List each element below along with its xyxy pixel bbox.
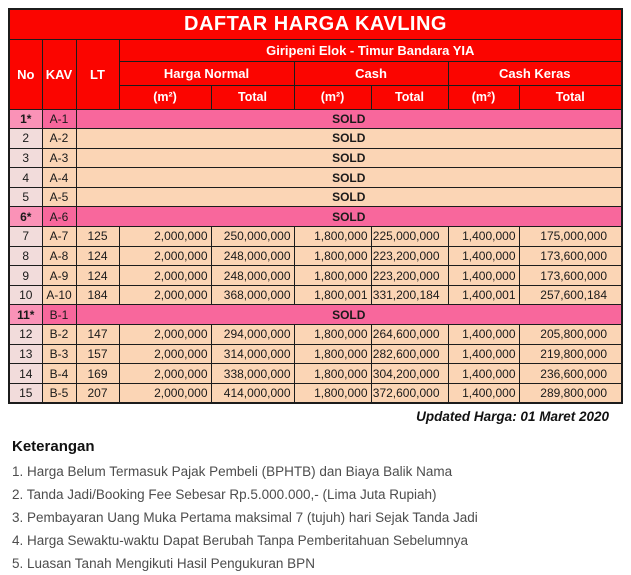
cell-no: 8: [9, 246, 42, 266]
cell-cash-total: 282,600,000: [371, 344, 448, 364]
note-item: 2. Tanda Jadi/Booking Fee Sebesar Rp.5.000.000,- (Lima Juta Rupiah): [12, 486, 437, 502]
cell-cash-keras-m2: 1,400,000: [448, 227, 519, 247]
cell-kav: A-4: [42, 168, 76, 188]
cell-sold-status: SOLD: [76, 129, 622, 149]
cell-cash-keras-m2: 1,400,000: [448, 364, 519, 384]
cell-cash-keras-m2: 1,400,000: [448, 325, 519, 345]
cell-harga-normal-m2: 2,000,000: [119, 325, 211, 345]
price-table: [8, 8, 623, 404]
cell-no: 13: [9, 344, 42, 364]
cell-cash-keras-m2: 1,400,000: [448, 344, 519, 364]
cell-sold-status: SOLD: [76, 207, 622, 227]
table-row: [9, 109, 622, 129]
cell-harga-normal-total: 314,000,000: [211, 344, 294, 364]
cell-lt: 207: [76, 383, 119, 403]
cell-no: 6*: [9, 207, 42, 227]
column-group-cash-keras: Cash Keras: [448, 61, 622, 85]
cell-cash-m2: 1,800,000: [294, 227, 371, 247]
column-header-cash-total: Total: [371, 85, 448, 109]
cell-cash-keras-total: 175,000,000: [519, 227, 622, 247]
table-subtitle: Giripeni Elok - Timur Bandara YIA: [119, 39, 622, 61]
cell-harga-normal-total: 248,000,000: [211, 266, 294, 286]
cell-lt: 125: [76, 227, 119, 247]
cell-cash-total: 372,600,000: [371, 383, 448, 403]
cell-kav: B-2: [42, 325, 76, 345]
cell-harga-normal-m2: 2,000,000: [119, 364, 211, 384]
cell-lt: 124: [76, 246, 119, 266]
cell-cash-total: 264,600,000: [371, 325, 448, 345]
cell-lt: 124: [76, 266, 119, 286]
column-header-no: No: [9, 39, 42, 109]
cell-cash-keras-m2: 1,400,001: [448, 285, 519, 305]
cell-kav: A-10: [42, 285, 76, 305]
cell-no: 14: [9, 364, 42, 384]
table-row: [9, 207, 622, 227]
table-row: [9, 285, 622, 305]
price-table-body: [9, 109, 622, 403]
cell-cash-m2: 1,800,000: [294, 344, 371, 364]
page-title: DAFTAR HARGA KAVLING: [9, 9, 622, 39]
price-table-header: [9, 9, 622, 109]
note-item: 5. Luasan Tanah Mengikuti Hasil Pengukuran BPN: [12, 555, 315, 571]
cell-sold-status: SOLD: [76, 148, 622, 168]
cell-cash-total: 304,200,000: [371, 364, 448, 384]
cell-kav: A-2: [42, 129, 76, 149]
cell-cash-m2: 1,800,000: [294, 266, 371, 286]
table-row: [9, 187, 622, 207]
cell-sold-status: SOLD: [76, 187, 622, 207]
column-header-kav: KAV: [42, 39, 76, 109]
cell-harga-normal-m2: 2,000,000: [119, 227, 211, 247]
updated-date-note: Updated Harga: 01 Maret 2020: [416, 408, 609, 424]
cell-no: 3: [9, 148, 42, 168]
cell-no: 5: [9, 187, 42, 207]
table-row: [9, 227, 622, 247]
cell-lt: 157: [76, 344, 119, 364]
cell-lt: 169: [76, 364, 119, 384]
notes-heading: Keterangan: [12, 437, 95, 455]
cell-harga-normal-m2: 2,000,000: [119, 285, 211, 305]
column-header-lt: LT: [76, 39, 119, 109]
cell-kav: A-3: [42, 148, 76, 168]
cell-no: 15: [9, 383, 42, 403]
cell-cash-keras-total: 205,800,000: [519, 325, 622, 345]
cell-sold-status: SOLD: [76, 168, 622, 188]
column-group-harga-normal: Harga Normal: [119, 61, 294, 85]
column-header-cash-m2: (m²): [294, 85, 371, 109]
cell-harga-normal-m2: 2,000,000: [119, 266, 211, 286]
cell-cash-keras-total: 219,800,000: [519, 344, 622, 364]
cell-cash-m2: 1,800,001: [294, 285, 371, 305]
cell-sold-status: SOLD: [76, 305, 622, 325]
cell-harga-normal-m2: 2,000,000: [119, 344, 211, 364]
cell-kav: A-8: [42, 246, 76, 266]
column-header-ck-m2: (m²): [448, 85, 519, 109]
cell-kav: B-4: [42, 364, 76, 384]
cell-no: 7: [9, 227, 42, 247]
cell-no: 9: [9, 266, 42, 286]
table-row: [9, 383, 622, 403]
note-item: 1. Harga Belum Termasuk Pajak Pembeli (BPHTB) dan Biaya Balik Nama: [12, 463, 453, 479]
cell-harga-normal-total: 250,000,000: [211, 227, 294, 247]
table-row: [9, 344, 622, 364]
table-row: [9, 168, 622, 188]
cell-cash-keras-total: 173,600,000: [519, 246, 622, 266]
cell-sold-status: SOLD: [76, 109, 622, 129]
cell-kav: A-1: [42, 109, 76, 129]
cell-kav: B-1: [42, 305, 76, 325]
table-row: [9, 246, 622, 266]
cell-harga-normal-total: 338,000,000: [211, 364, 294, 384]
cell-kav: B-5: [42, 383, 76, 403]
cell-cash-keras-total: 289,800,000: [519, 383, 622, 403]
cell-no: 1*: [9, 109, 42, 129]
cell-no: 10: [9, 285, 42, 305]
cell-no: 11*: [9, 305, 42, 325]
notes-section: [8, 424, 623, 575]
cell-cash-total: 225,000,000: [371, 227, 448, 247]
column-header-hn-m2: (m²): [119, 85, 211, 109]
table-row: [9, 129, 622, 149]
cell-cash-m2: 1,800,000: [294, 246, 371, 266]
cell-kav: A-7: [42, 227, 76, 247]
column-header-ck-total: Total: [519, 85, 622, 109]
note-item: 3. Pembayaran Uang Muka Pertama maksimal 7 (tujuh) hari Sejak Tanda Jadi: [12, 509, 478, 525]
cell-no: 4: [9, 168, 42, 188]
cell-cash-keras-m2: 1,400,000: [448, 246, 519, 266]
cell-cash-total: 331,200,184: [371, 285, 448, 305]
table-row: [9, 305, 622, 325]
cell-kav: B-3: [42, 344, 76, 364]
cell-kav: A-5: [42, 187, 76, 207]
cell-cash-keras-m2: 1,400,000: [448, 266, 519, 286]
cell-lt: 184: [76, 285, 119, 305]
cell-harga-normal-m2: 2,000,000: [119, 383, 211, 403]
cell-kav: A-9: [42, 266, 76, 286]
cell-cash-total: 223,200,000: [371, 246, 448, 266]
column-group-cash: Cash: [294, 61, 448, 85]
cell-harga-normal-total: 248,000,000: [211, 246, 294, 266]
table-row: [9, 364, 622, 384]
notes-list: [12, 460, 623, 575]
cell-no: 12: [9, 325, 42, 345]
cell-lt: 147: [76, 325, 119, 345]
cell-cash-m2: 1,800,000: [294, 325, 371, 345]
cell-cash-m2: 1,800,000: [294, 364, 371, 384]
cell-cash-keras-total: 173,600,000: [519, 266, 622, 286]
cell-harga-normal-total: 294,000,000: [211, 325, 294, 345]
cell-cash-keras-m2: 1,400,000: [448, 383, 519, 403]
cell-cash-m2: 1,800,000: [294, 383, 371, 403]
cell-cash-keras-total: 236,600,000: [519, 364, 622, 384]
table-row: [9, 148, 622, 168]
cell-cash-total: 223,200,000: [371, 266, 448, 286]
cell-kav: A-6: [42, 207, 76, 227]
cell-no: 2: [9, 129, 42, 149]
column-header-hn-total: Total: [211, 85, 294, 109]
cell-harga-normal-total: 414,000,000: [211, 383, 294, 403]
cell-harga-normal-m2: 2,000,000: [119, 246, 211, 266]
table-row: [9, 325, 622, 345]
cell-harga-normal-total: 368,000,000: [211, 285, 294, 305]
note-item: 4. Harga Sewaktu-waktu Dapat Berubah Tanpa Pemberitahuan Sebelumnya: [12, 532, 469, 548]
cell-cash-keras-total: 257,600,184: [519, 285, 622, 305]
table-row: [9, 266, 622, 286]
